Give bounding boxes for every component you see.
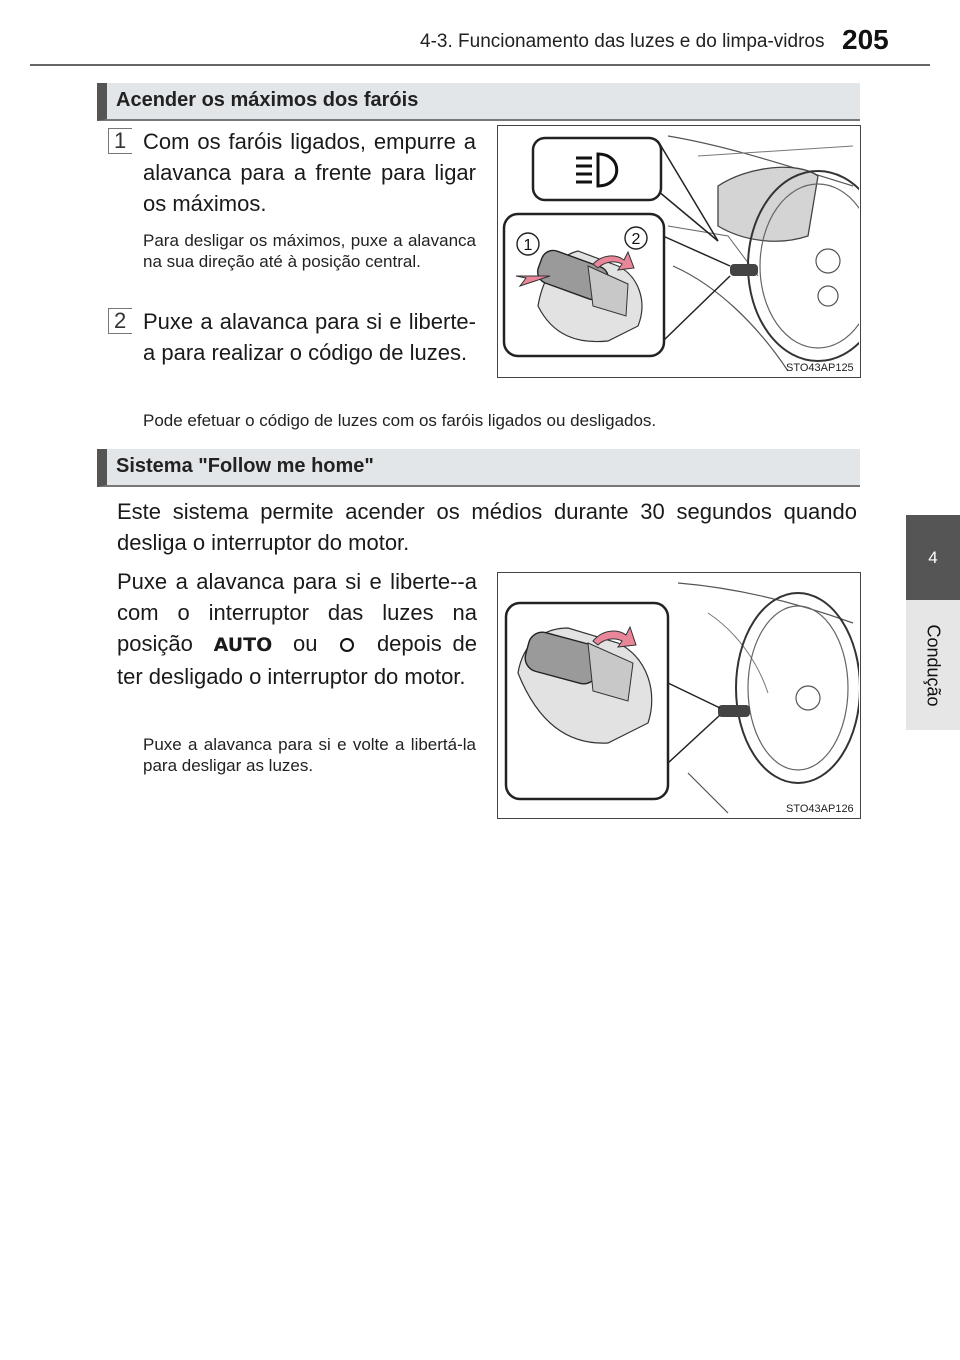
figure-marker-2: 2 (631, 231, 641, 248)
page-number: 205 (842, 24, 889, 55)
section-heading-follow-me-home: Sistema "Follow me home" (97, 449, 860, 487)
auto-symbol: AUTO (213, 634, 273, 656)
chapter-tab: 4 (906, 515, 960, 600)
step1-text: Com os faróis ligados, empurre a alavanca para a frente para ligar os máximos. (143, 129, 476, 216)
step-number-2: 2 (108, 308, 132, 334)
position-light-icon (340, 638, 354, 652)
figure-code: STO43AP125 (786, 362, 854, 374)
header-divider (30, 64, 930, 66)
section2-note: Puxe a alavanca para si e volte a libertá-la para desligar as luzes. (143, 735, 476, 775)
section2-intro: Este sistema permite acender os médios durante 30 segundos quando desliga o interruptor do motor. (117, 499, 857, 555)
section2-instruction: Puxe a alavanca para si e liberte--a com o interruptor das luzes na posição AUTO ou depois de ter desligado o interruptor do motor. (117, 569, 477, 689)
step2-note: Pode efetuar o código de luzes com os faróis ligados ou desligados. (143, 411, 657, 430)
figure-illustration (498, 126, 859, 376)
figure-lever-follow-me-home (497, 572, 861, 819)
step-number-1: 1 (108, 128, 132, 154)
section-heading-high-beam: Acender os máximos dos faróis (97, 83, 860, 121)
step2-text: Puxe a alavanca para si e liberte-a para realizar o código de luzes. (143, 309, 476, 365)
chapter-label: Condução (923, 623, 944, 707)
step1-note: Para desligar os máximos, puxe a alavanca na sua direção até à posição central. (143, 231, 476, 271)
figure-lever-high-beam (497, 125, 861, 378)
figure-illustration-2 (498, 573, 859, 817)
figure-marker-1: 1 (523, 237, 533, 254)
header-title: 4-3. Funcionamento das luzes e do limpa-vidros (420, 31, 825, 52)
figure-code-2: STO43AP126 (786, 803, 854, 815)
